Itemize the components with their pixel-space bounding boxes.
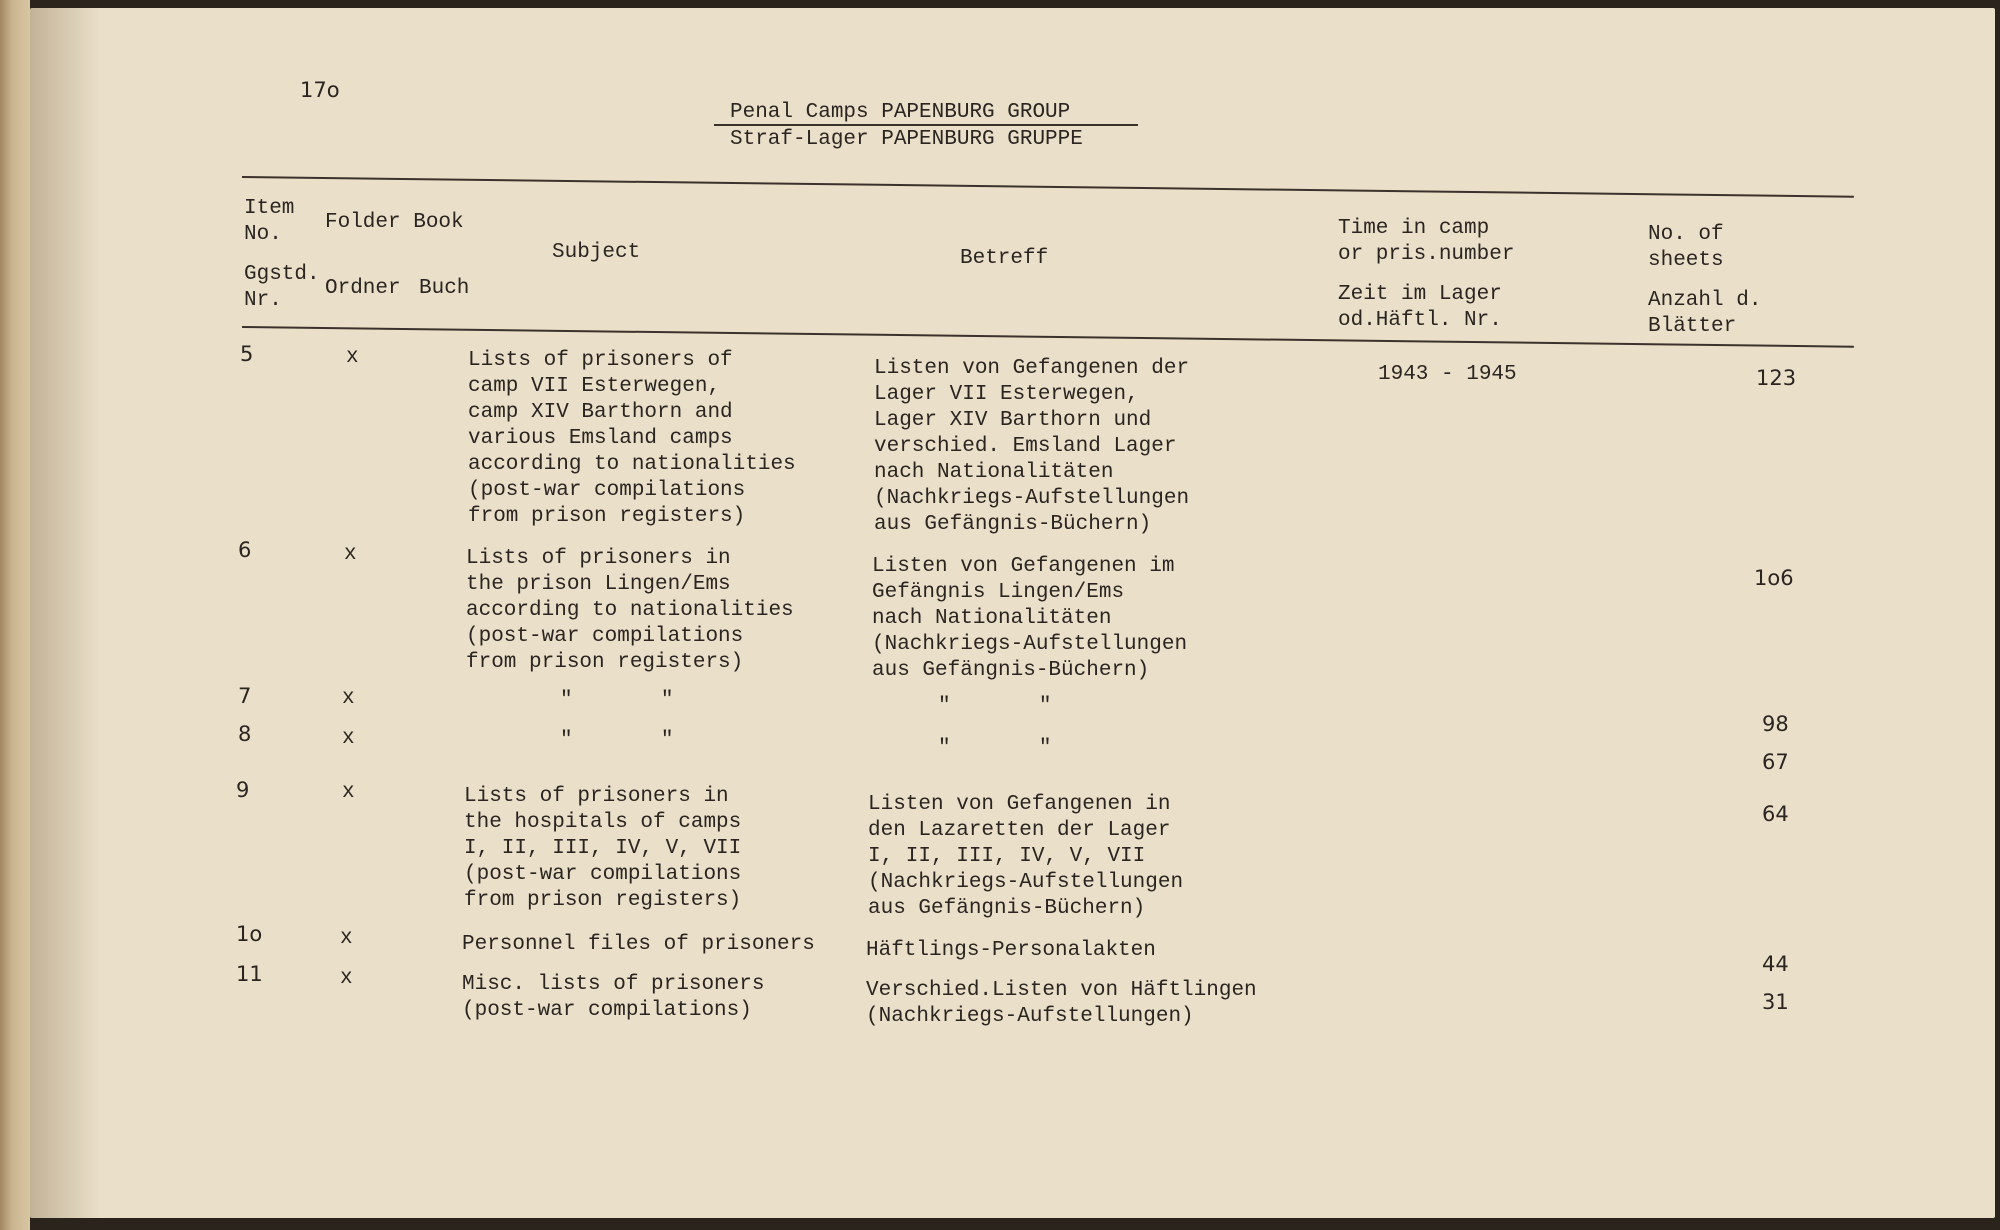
- header-subject: Subject: [552, 241, 641, 264]
- header-book-de: Buch: [419, 277, 470, 300]
- header-item-nr-de: Nr.: [244, 289, 282, 312]
- row-9-folder-mark: x: [342, 781, 355, 804]
- row-8-sheets: 67: [1762, 750, 1789, 774]
- row-8-item: 8: [238, 722, 252, 746]
- gutter-shadow: [30, 8, 100, 1218]
- row-10-sheets: 44: [1762, 952, 1789, 976]
- header-folder-book-en: Folder Book: [325, 211, 464, 234]
- row-10-subject: Personnel files of prisoners: [462, 933, 815, 956]
- row-9-sheets: 64: [1762, 802, 1789, 826]
- header-time-en: Time in camp or pris.number: [1338, 217, 1515, 266]
- row-10-item: 1o: [236, 922, 263, 946]
- row-11-betreff: Verschied.Listen von Häftlingen (Nachkriegs-Aufstellungen): [866, 979, 1257, 1028]
- header-betreff: Betreff: [960, 247, 1049, 270]
- row-5-folder-mark: x: [346, 346, 359, 369]
- row-5-time: 1943 - 1945: [1378, 363, 1517, 386]
- row-8-folder-mark: x: [342, 727, 355, 750]
- row-11-folder-mark: x: [340, 967, 353, 990]
- row-8-subject-ditto: " ": [560, 729, 674, 752]
- row-6-folder-mark: x: [344, 543, 357, 566]
- header-sheets-de: Anzahl d. Blätter: [1648, 289, 1762, 338]
- row-10-betreff: Häftlings-Personalakten: [866, 939, 1156, 962]
- row-10-folder-mark: x: [340, 927, 353, 950]
- row-7-sheets: 98: [1762, 712, 1789, 736]
- row-7-item: 7: [238, 684, 252, 708]
- row-7-folder-mark: x: [342, 687, 355, 710]
- row-11-subject: Misc. lists of prisoners (post-war compilations): [462, 973, 765, 1022]
- header-folder-de: Ordner: [325, 277, 401, 300]
- row-9-item: 9: [236, 778, 250, 802]
- row-6-sheets: 1o6: [1754, 566, 1794, 590]
- title-german: Straf-Lager PAPENBURG GRUPPE: [730, 128, 1083, 151]
- row-9-subject: Lists of prisoners in the hospitals of camps I, II, III, IV, V, VII (post-war compilations from prison registers): [464, 785, 742, 912]
- row-8-betreff-ditto: " ": [938, 737, 1052, 760]
- page-number: 17o: [300, 78, 340, 102]
- row-7-betreff-ditto: " ": [938, 695, 1052, 718]
- book-spine: [0, 0, 30, 1230]
- header-item-de: Ggstd.: [244, 263, 320, 286]
- row-11-sheets: 31: [1762, 990, 1789, 1014]
- header-sheets-en: No. of sheets: [1648, 223, 1724, 272]
- header-time-de: Zeit im Lager od.Häftl. Nr.: [1338, 283, 1502, 332]
- row-6-item: 6: [238, 538, 252, 562]
- title-underline: [714, 124, 1138, 126]
- row-5-sheets: 123: [1756, 366, 1797, 390]
- row-11-item: 11: [236, 962, 263, 986]
- row-9-betreff: Listen von Gefangenen in den Lazaretten der Lager I, II, III, IV, V, VII (Nachkriegs-Aufstellungen aus Gefängnis-Büchern): [868, 793, 1184, 920]
- row-7-subject-ditto: " ": [560, 689, 674, 712]
- title-english: Penal Camps PAPENBURG GROUP: [730, 101, 1071, 124]
- row-5-subject: Lists of prisoners of camp VII Esterwegen, camp XIV Barthorn and various Emsland camps according to nationalities (post-war compilations from prison registers): [468, 349, 796, 528]
- row-5-item: 5: [240, 342, 254, 366]
- row-6-betreff: Listen von Gefangenen im Gefängnis Lingen/Ems nach Nationalitäten (Nachkriegs-Aufstellungen aus Gefängnis-Büchern): [872, 555, 1188, 682]
- header-item-en: Item: [244, 197, 295, 220]
- header-item-no-en: No.: [244, 223, 282, 246]
- row-6-subject: Lists of prisoners in the prison Lingen/Ems according to nationalities (post-war compilations from prison registers): [466, 547, 794, 674]
- row-5-betreff: Listen von Gefangenen der Lager VII Esterwegen, Lager XIV Barthorn und verschied. Emsland Lager nach Nationalitäten (Nachkriegs-Aufstellungen aus Gefängnis-Büchern): [874, 357, 1190, 536]
